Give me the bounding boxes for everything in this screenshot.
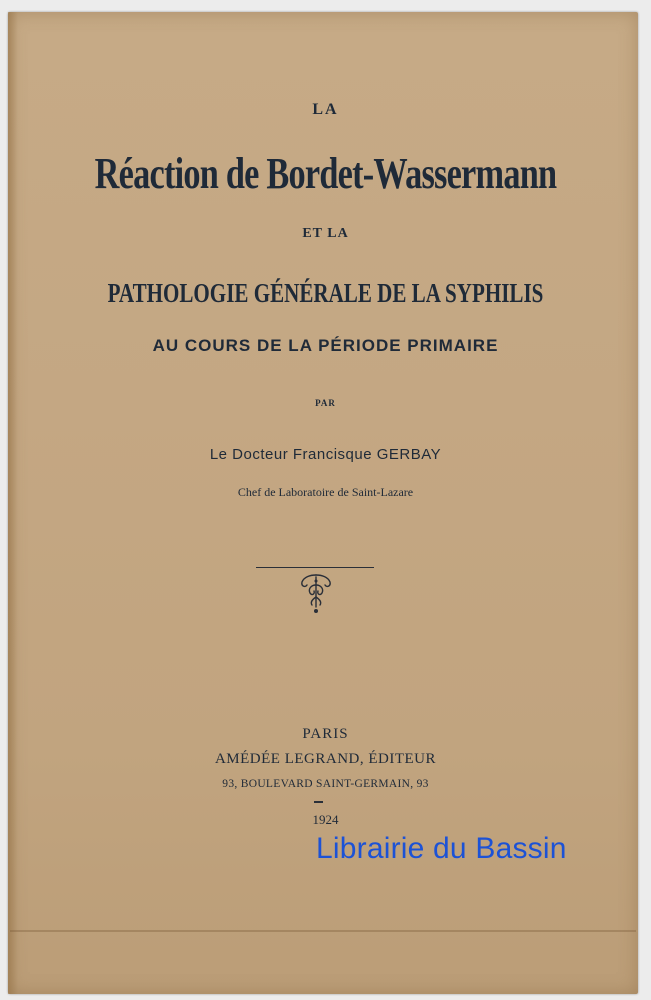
book-subtitle: PATHOLOGIE GÉNÉRALE DE LA SYPHILIS <box>107 278 544 308</box>
imprint-address: 93, BOULEVARD SAINT-GERMAIN, 93 <box>222 778 429 790</box>
pre-title: LA <box>312 101 339 118</box>
fleuron-ornament-icon <box>296 571 336 615</box>
imprint-year: 1924 <box>312 812 339 827</box>
book-title: Réaction de Bordet-Wassermann <box>94 149 557 198</box>
decorative-rule <box>256 567 374 568</box>
book-subtitle-2: AU COURS DE LA PÉRIODE PRIMAIRE <box>152 336 499 355</box>
imprint-dash <box>314 801 323 803</box>
cover-fold-line <box>10 930 636 932</box>
imprint-publisher: AMÉDÉE LEGRAND, ÉDITEUR <box>214 751 437 767</box>
seller-watermark: Librairie du Bassin <box>316 832 567 865</box>
title-conjunction: ET LA <box>302 226 349 241</box>
cover-left-edge <box>8 12 18 994</box>
author-role: Chef de Laboratoire de Saint-Lazare <box>237 485 414 499</box>
imprint-city: PARIS <box>302 726 349 742</box>
by-label: PAR <box>315 398 336 408</box>
author-name: Le Docteur Francisque GERBAY <box>209 446 442 463</box>
